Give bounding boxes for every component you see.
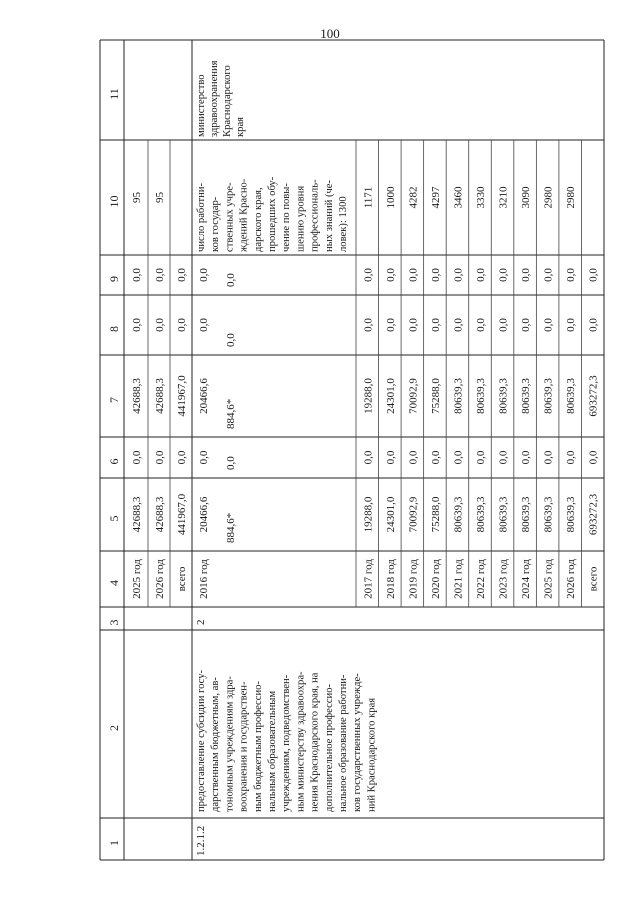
- item-row-0-col-9: 0,0: [198, 268, 210, 282]
- header-col-4: 4: [107, 580, 121, 586]
- item-row-7-col-8: 0,0: [475, 318, 487, 332]
- item-executor-line: здравоохранения: [209, 60, 220, 137]
- item-indicator-line: ловек): 1300: [338, 196, 349, 252]
- top-row-2-col-8: 0,0: [176, 318, 188, 332]
- item-row-6-col-7: 80639,3: [452, 378, 465, 414]
- item-row-11-col-10: 2980: [565, 186, 578, 209]
- item-row-5-col-8: 0,0: [429, 318, 442, 332]
- item-row-4-col-6: 0,0: [407, 450, 420, 465]
- header-col-6: 6: [107, 458, 121, 465]
- item-description-line: дополнительное профессио-: [323, 683, 335, 812]
- item-indicator-line: дарского края,: [252, 187, 264, 252]
- item-description-line: ний Краснодарского края: [366, 697, 378, 812]
- item-row-7-col-5: 80639,3: [475, 496, 487, 533]
- item-row-10-col-10: 2980: [542, 186, 555, 209]
- item-row-1-col-8: 0,0: [225, 333, 237, 347]
- item-row-0-col-8: 0,0: [198, 318, 210, 332]
- item-description-line: ков государственных учрежде-: [352, 673, 364, 812]
- item-row-8-col-4: 2023 год: [497, 559, 510, 599]
- item-row-8-col-5: 80639,3: [497, 496, 510, 533]
- item-row-9-col-4: 2024 год: [520, 559, 533, 599]
- item-row-8-col-8: 0,0: [497, 318, 510, 332]
- item-row-5-col-10: 4297: [429, 186, 442, 209]
- item-row-7-col-4: 2022 год: [475, 559, 487, 599]
- item-row-8-col-6: 0,0: [497, 450, 510, 465]
- item-indicator-line: число работни-: [196, 183, 207, 252]
- top-row-1-col-7: 42688,3: [154, 378, 166, 414]
- item-row-9-col-10: 3090: [520, 186, 533, 209]
- item-row-6-col-6: 0,0: [452, 450, 465, 465]
- item-row-6-col-9: 0,0: [452, 268, 465, 282]
- item-row-3-col-10: 1000: [384, 186, 397, 209]
- top-row-1-col-8: 0,0: [154, 318, 166, 332]
- item-row-3-col-5: 24301,0: [384, 496, 397, 533]
- item-row-2-col-10: 1171: [362, 186, 375, 209]
- item-description-line: ным бюджетным профессио-: [252, 681, 264, 812]
- item-row-4-col-5: 70092,9: [407, 496, 420, 533]
- item-indicator-line: прошедших обу-: [267, 176, 278, 252]
- item-row-8-col-9: 0,0: [497, 268, 510, 282]
- item-row-11-col-4: 2026 год: [565, 559, 578, 599]
- item-row-3-col-4: 2018 год: [384, 559, 397, 599]
- item-description-line: нения Краснодарского края, на: [309, 672, 321, 812]
- item-number: 1.2.1.2: [195, 825, 207, 856]
- item-row-12-col-6: 0,0: [587, 450, 600, 465]
- item-description-line: дарственным бюджетным, ав-: [210, 677, 222, 812]
- item-row-2-col-6: 0,0: [362, 450, 375, 465]
- top-row-0-col-6: 0,0: [131, 450, 143, 465]
- item-row-6-col-10: 3460: [452, 186, 465, 209]
- top-row-0-col-4: 2025 год: [131, 559, 143, 599]
- item-row-7-col-9: 0,0: [475, 268, 487, 282]
- item-row-11-col-9: 0,0: [565, 268, 578, 282]
- item-col3: 2: [195, 619, 207, 625]
- item-row-0-col-6: 0,0: [198, 450, 210, 465]
- header-col-11: 11: [107, 88, 121, 100]
- item-description-line: нальным образовательным: [267, 690, 278, 812]
- item-row-10-col-6: 0,0: [542, 450, 555, 465]
- item-row-11-col-7: 80639,3: [565, 378, 578, 414]
- header-col-9: 9: [107, 276, 121, 282]
- item-row-7-col-7: 80639,3: [475, 378, 487, 414]
- item-row-9-col-7: 80639,3: [520, 378, 533, 414]
- item-executor-line: края: [235, 116, 246, 137]
- header-col-7: 7: [107, 397, 121, 403]
- item-row-10-col-7: 80639,3: [542, 378, 555, 414]
- item-indicator-line: шению уровня: [295, 185, 307, 252]
- item-row-5-col-6: 0,0: [429, 450, 442, 465]
- item-row-5-col-7: 75288,0: [429, 378, 442, 414]
- item-row-3-col-8: 0,0: [384, 318, 397, 332]
- top-row-0-col-7: 42688,3: [131, 378, 143, 414]
- top-row-0-col-9: 0,0: [131, 268, 143, 282]
- item-description-line: нальное образование работни-: [338, 674, 349, 812]
- item-row-1-col-5: 884,6*: [225, 512, 237, 543]
- top-row-1-col-9: 0,0: [154, 268, 166, 282]
- item-row-10-col-4: 2025 год: [542, 559, 555, 599]
- item-row-1-col-6: 0,0: [225, 456, 237, 470]
- item-indicator-line: ждений Красно-: [238, 178, 250, 252]
- top-row-2-col-5: 441967,0: [176, 493, 188, 536]
- top-row-0-col-5: 42688,3: [131, 496, 143, 533]
- top-row-2-col-9: 0,0: [176, 268, 188, 282]
- item-row-11-col-6: 0,0: [565, 450, 578, 465]
- item-indicator-line: ных знаний (че-: [323, 179, 335, 252]
- item-indicator-line: ственных учре-: [224, 182, 236, 252]
- item-row-9-col-8: 0,0: [520, 318, 533, 332]
- item-row-5-col-5: 75288,0: [429, 496, 442, 533]
- top-row-2-col-6: 0,0: [176, 450, 188, 465]
- item-row-4-col-10: 4282: [407, 186, 420, 209]
- item-row-12-col-5: 693272,3: [587, 493, 600, 536]
- item-row-6-col-5: 80639,3: [452, 496, 465, 533]
- item-row-3-col-9: 0,0: [384, 268, 397, 282]
- item-row-3-col-6: 0,0: [384, 450, 397, 465]
- item-row-10-col-8: 0,0: [542, 318, 555, 332]
- top-row-0-col-10: 95: [131, 192, 143, 203]
- item-description-line: предоставление субсидии госу-: [196, 669, 207, 812]
- item-row-9-col-6: 0,0: [520, 450, 533, 465]
- item-row-7-col-10: 3330: [475, 186, 487, 209]
- item-indicator-line: чение по повы-: [281, 183, 293, 252]
- top-row-1-col-10: 95: [154, 192, 166, 203]
- page-number: 100: [320, 26, 340, 41]
- item-row-9-col-5: 80639,3: [520, 496, 533, 533]
- item-description-line: ным министерству здравоохра-: [295, 671, 307, 812]
- item-indicator-line: ков государ-: [210, 196, 222, 252]
- item-row-11-col-8: 0,0: [565, 318, 578, 332]
- item-description-line: учреждениям, подведомствен-: [281, 674, 293, 812]
- item-row-6-col-4: 2021 год: [452, 559, 465, 599]
- item-row-4-col-4: 2019 год: [407, 559, 420, 599]
- item-row-2-col-9: 0,0: [362, 268, 375, 282]
- item-row-8-col-7: 80639,3: [497, 378, 510, 414]
- table: [100, 40, 604, 860]
- item-row-6-col-8: 0,0: [452, 318, 465, 332]
- item-row-4-col-8: 0,0: [407, 318, 420, 332]
- item-row-7-col-6: 0,0: [475, 450, 487, 465]
- header-col-2: 2: [107, 725, 121, 731]
- item-row-0-col-7: 20466,6: [198, 378, 210, 414]
- item-executor-line: Краснодарского: [222, 65, 233, 137]
- item-row-2-col-4: 2017 год: [362, 559, 375, 599]
- item-row-4-col-9: 0,0: [407, 268, 420, 282]
- item-row-1-col-9: 0,0: [225, 273, 237, 287]
- header-col-5: 5: [107, 515, 121, 522]
- item-row-5-col-9: 0,0: [429, 268, 442, 282]
- item-row-10-col-5: 80639,3: [542, 496, 555, 533]
- item-row-2-col-8: 0,0: [362, 318, 375, 332]
- item-row-4-col-7: 70092,9: [407, 378, 420, 414]
- item-row-0-col-4: 2016 год: [198, 559, 210, 599]
- item-row-2-col-5: 19288,0: [362, 496, 375, 533]
- top-row-2-col-4: всего: [176, 566, 188, 592]
- top-row-1-col-5: 42688,3: [154, 496, 166, 533]
- item-row-10-col-9: 0,0: [542, 268, 555, 282]
- item-row-8-col-10: 3210: [497, 186, 510, 209]
- header-col-8: 8: [107, 326, 121, 332]
- item-indicator-line: профессиональ-: [309, 179, 321, 252]
- item-row-12-col-4: всего: [587, 566, 600, 592]
- header-col-3: 3: [107, 619, 121, 626]
- top-row-0-col-8: 0,0: [131, 318, 143, 332]
- top-row-1-col-6: 0,0: [154, 450, 166, 465]
- item-row-12-col-9: 0,0: [587, 268, 600, 282]
- item-row-12-col-7: 693272,3: [587, 375, 600, 417]
- header-col-10: 10: [107, 195, 121, 208]
- top-row-1-col-4: 2026 год: [154, 559, 166, 599]
- item-row-1-col-7: 884,6*: [225, 398, 237, 429]
- item-row-12-col-8: 0,0: [587, 318, 600, 332]
- item-row-3-col-7: 24301,0: [384, 378, 397, 414]
- item-executor-line: министерство: [196, 74, 207, 137]
- item-row-2-col-7: 19288,0: [362, 378, 375, 414]
- item-row-9-col-9: 0,0: [520, 268, 533, 282]
- item-row-5-col-4: 2020 год: [429, 559, 442, 599]
- item-description-line: воохранения и государствен-: [238, 681, 250, 812]
- item-row-11-col-5: 80639,3: [565, 496, 578, 533]
- item-description-line: тономным учреждениям здра-: [224, 676, 236, 812]
- top-row-2-col-7: 441967,0: [176, 375, 188, 417]
- header-col-1: 1: [107, 840, 121, 846]
- item-row-0-col-5: 20466,6: [198, 496, 210, 533]
